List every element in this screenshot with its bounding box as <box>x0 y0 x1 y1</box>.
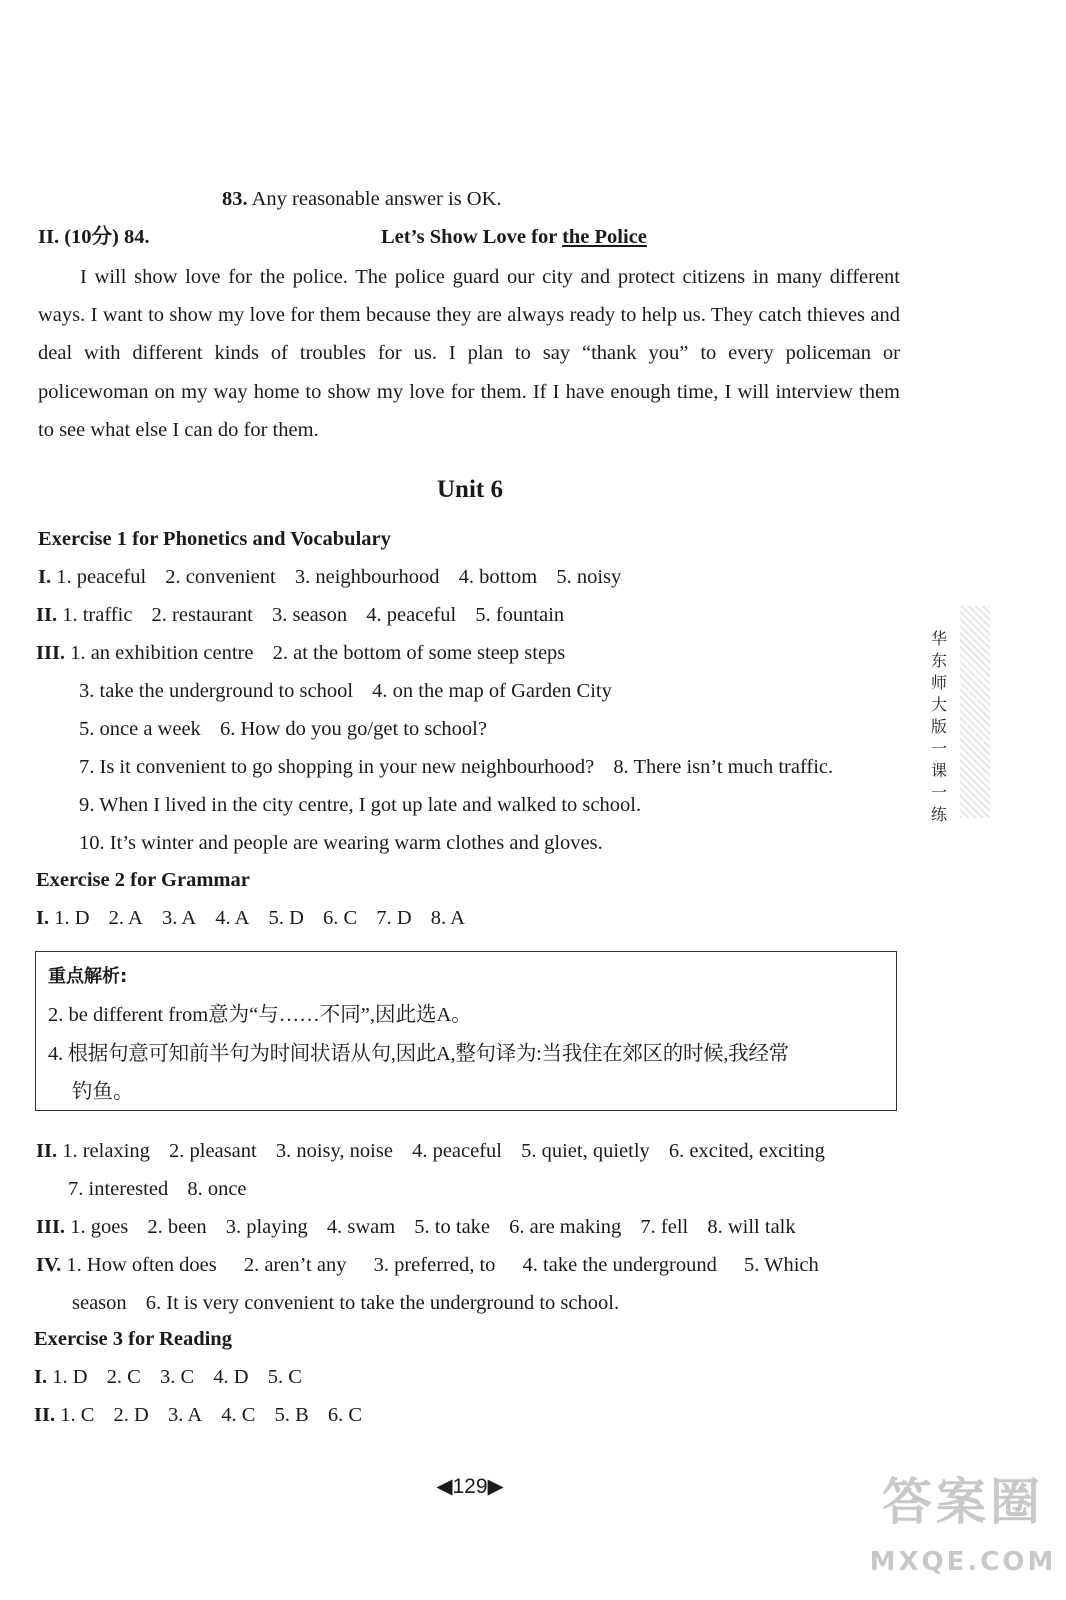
ex3-section-ii: II. 1. C 2. D 3. A 4. C 5. B 6. C <box>34 1404 363 1426</box>
answer-item: 1. goes <box>70 1216 129 1238</box>
essay-title: Let’s Show Love for the Police <box>381 226 647 248</box>
answer-item: 3. season <box>272 604 348 626</box>
exercise-3-title: Exercise 3 for Reading <box>34 1328 232 1350</box>
answer-83: 83. Any reasonable answer is OK. <box>222 188 502 210</box>
ex1-section-iii-line-1: III. 1. an exhibition centre 2. at the bottom of some steep steps <box>36 642 566 664</box>
answer-item: 2. at the bottom of some steep steps <box>272 642 566 664</box>
answer-item: 6. excited, exciting <box>668 1140 825 1162</box>
answer-item: 6. C <box>327 1404 363 1426</box>
ex1-section-iii-line-4 <box>79 754 833 780</box>
answer-item: 1. D <box>54 907 90 929</box>
ex3-section-i: I. 1. D 2. C 3. C 4. D 5. C <box>34 1366 302 1388</box>
analysis-line-2: 4. 根据句意可知前半句为时间状语从句,因此A,整句译为:当我住在郊区的时候,我经常 <box>48 1043 789 1065</box>
answer-item: 1. an exhibition centre <box>70 642 254 664</box>
unit-title: Unit 6 <box>437 476 503 503</box>
answer-item: 5. fountain <box>475 604 565 626</box>
answer-item: 2. pleasant <box>169 1140 257 1162</box>
ex2-section-iv-line-2 <box>72 1290 619 1316</box>
answer-item: 4. swam <box>326 1216 396 1238</box>
answer-item: 2. A <box>108 907 143 929</box>
answer-item: 3. playing <box>225 1216 308 1238</box>
answer-item: 6. are making <box>509 1216 622 1238</box>
answer-item: 5. once a week <box>79 718 201 740</box>
answer-item: 1. traffic <box>62 604 133 626</box>
answer-item: 1. D <box>52 1366 88 1388</box>
analysis-box <box>35 951 897 1111</box>
side-tab-text: 华东师大版一课一练 <box>930 629 947 824</box>
answer-item: 5. quiet, quietly <box>521 1140 650 1162</box>
answer-item: 4. A <box>215 907 250 929</box>
answer-item: 9. When I lived in the city centre, I got up late and walked to school. <box>79 794 642 816</box>
answer-item: 4. bottom <box>458 566 538 588</box>
answer-item: 7. interested <box>68 1178 169 1200</box>
watermark <box>868 1462 1058 1592</box>
answer-item: 8. will talk <box>707 1216 796 1238</box>
ex2-section-i: I. 1. D 2. A 3. A 4. A 5. D 6. C 7. D 8. A <box>36 907 465 929</box>
ex1-section-iii-line-6 <box>79 830 603 856</box>
answer-item: 4. peaceful <box>412 1140 502 1162</box>
answer-item: 1. How often does <box>66 1254 217 1276</box>
answer-item: 2. C <box>106 1366 141 1388</box>
answer-item: 4. on the map of Garden City <box>372 680 612 702</box>
answer-item: 7. fell <box>640 1216 689 1238</box>
answer-item: 1. peaceful <box>56 566 147 588</box>
answer-item: 7. Is it convenient to go shopping in your new neighbourhood? <box>79 756 595 778</box>
answer-item: 2. restaurant <box>151 604 253 626</box>
answer-item: 1. relaxing <box>62 1140 150 1162</box>
right-arrow-icon: ▶ <box>487 1475 504 1498</box>
answer-item: 8. once <box>187 1178 247 1200</box>
analysis-line-1: 2. be different from意为“与……不同”,因此选A。 <box>48 1004 472 1026</box>
analysis-line-3: 钓鱼。 <box>72 1081 134 1103</box>
answer-item: 4. take the underground <box>522 1254 717 1276</box>
answer-item: 3. C <box>159 1366 195 1388</box>
exercise-1-title: Exercise 1 for Phonetics and Vocabulary <box>38 528 391 550</box>
answer-item: 6. It is very convenient to take the underground to school. <box>145 1292 620 1314</box>
answer-item: 5. noisy <box>556 566 622 588</box>
page-number: ◀129▶ <box>436 1475 504 1498</box>
answer-item: 3. take the underground to school <box>79 680 354 702</box>
answer-item: season <box>72 1292 127 1314</box>
watermark-url: MXQE.COM <box>869 1547 1057 1577</box>
answer-item: 4. C <box>221 1404 256 1426</box>
left-arrow-icon: ◀ <box>436 1475 453 1498</box>
ex1-section-iii-line-2 <box>79 678 612 704</box>
ex2-section-ii-line-2 <box>68 1176 247 1202</box>
answer-item: 5. D <box>268 907 304 929</box>
answer-item: 2. been <box>147 1216 207 1238</box>
side-tab-pattern <box>960 606 990 818</box>
ex1-section-i: I. 1. peaceful 2. convenient 3. neighbourhood 4. bottom 5. noisy <box>38 566 622 588</box>
answer-item: 5. B <box>274 1404 309 1426</box>
answer-item: 3. preferred, to <box>373 1254 496 1276</box>
exercise-2-title: Exercise 2 for Grammar <box>36 869 250 891</box>
answer-item: 8. A <box>430 907 465 929</box>
answer-item: 2. D <box>113 1404 149 1426</box>
answer-item: 5. Which <box>744 1254 819 1276</box>
answer-item: 5. C <box>267 1366 302 1388</box>
ex1-section-iii-line-3 <box>79 716 487 742</box>
section-ii-label: II. (10分) 84. <box>38 226 150 248</box>
ex2-section-iii: III. 1. goes 2. been 3. playing 4. swam 5. to take 6. are making 7. fell 8. will talk <box>36 1216 796 1238</box>
answer-item: 1. C <box>60 1404 95 1426</box>
ex2-section-ii-line-1: II. 1. relaxing 2. pleasant 3. noisy, noise 4. peaceful 5. quiet, quietly 6. excited, exciting <box>36 1140 825 1162</box>
ex2-section-iv-line-1: IV. 1. How often does 2. aren’t any 3. preferred, to 4. take the underground 5. Which <box>36 1254 819 1276</box>
answer-item: 3. A <box>161 907 197 929</box>
answer-item: 3. A <box>167 1404 203 1426</box>
answer-item: 4. D <box>213 1366 249 1388</box>
ex1-section-ii: II. 1. traffic 2. restaurant 3. season 4. peaceful 5. fountain <box>36 604 565 626</box>
ex1-section-iii-line-5 <box>79 792 641 818</box>
answer-item: 5. to take <box>414 1216 491 1238</box>
answer-item: 4. peaceful <box>366 604 457 626</box>
answer-item: 3. noisy, noise <box>275 1140 393 1162</box>
answer-item: 7. D <box>376 907 412 929</box>
answer-item: 6. How do you go/get to school? <box>219 718 487 740</box>
essay-body: I will show love for the police. The police guard our city and protect citizens in many different ways. I want to show my love for them because they are always ready to help us. They catch thieves and deal with different kinds of troubles for us. I plan to say “thank you” to every policeman or policewoman on my way home to show my love for them. If I have enough time, I will interview them to see what else I can do for them. <box>38 266 900 441</box>
answer-item: 3. neighbourhood <box>294 566 440 588</box>
answer-item: 6. C <box>323 907 358 929</box>
watermark-logo-text: 答案圈 <box>882 1473 1044 1531</box>
answer-item: 2. convenient <box>165 566 276 588</box>
answer-item: 10. It’s winter and people are wearing warm clothes and gloves. <box>79 832 603 854</box>
analysis-heading: 重点解析: <box>48 966 128 987</box>
answer-item: 2. aren’t any <box>243 1254 347 1276</box>
answer-item: 8. There isn’t much traffic. <box>613 756 834 778</box>
